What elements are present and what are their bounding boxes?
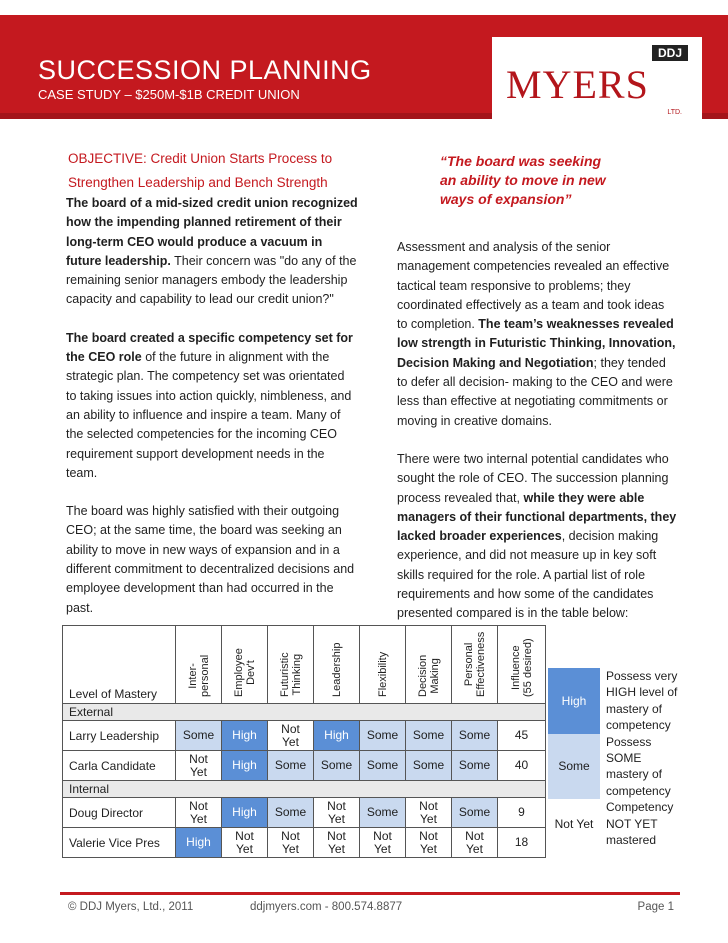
column-header-4	[314, 626, 360, 704]
table-body	[63, 704, 546, 858]
legend-description-line: competency	[606, 783, 671, 798]
legend-description	[600, 799, 688, 848]
legend-description-line: Possess SOME	[606, 734, 652, 766]
mastery-cell-line: Some	[412, 728, 445, 742]
mastery-cell	[360, 798, 406, 828]
mastery-cell-line: Not	[189, 798, 208, 813]
column-header-line-1: Employee	[232, 648, 245, 697]
mastery-cell-line: Some	[366, 758, 399, 772]
mastery-cell-line: Yet	[236, 841, 253, 856]
column-header-label	[417, 655, 441, 697]
mastery-cell-line: Not	[373, 828, 392, 843]
mastery-cell-line: Some	[366, 728, 399, 742]
column-header-line-1: Personal	[462, 642, 475, 687]
column-header-label	[187, 655, 211, 697]
mastery-cell	[268, 751, 314, 781]
mastery-cell	[406, 828, 452, 858]
right-p1-end: ; they tended to defer all decision- making to the CEO and were less than effective at negotiating commitments or moving in creative domains.	[397, 355, 673, 428]
mastery-cell-line: Not	[419, 828, 438, 843]
mastery-cell	[360, 721, 406, 751]
column-header-line-1: Decision	[416, 654, 429, 697]
left-paragraph-1	[66, 194, 358, 310]
mastery-cell-line: Yet	[420, 841, 437, 856]
legend-description-line: Competency	[606, 800, 674, 815]
right-p2-bold: while they were able managers of their functional departments, they lacked broader experiences	[397, 490, 677, 544]
logo-wordmark: MYERS	[506, 62, 649, 107]
mastery-cell	[406, 798, 452, 828]
table-header-row	[63, 626, 546, 704]
mastery-cell-line: Not	[327, 828, 346, 843]
mastery-cell-line: Yet	[328, 811, 345, 826]
legend-row	[548, 734, 688, 800]
legend-description-line: mastered	[606, 833, 657, 848]
mastery-cell	[222, 721, 268, 751]
mastery-cell-line: Some	[458, 805, 491, 819]
quote-line-2: an ability to move in new	[440, 172, 606, 188]
objective-line-1: OBJECTIVE: Credit Union Starts Process to	[68, 151, 333, 166]
legend-description-line: mastery of	[606, 701, 663, 716]
table-row	[63, 751, 546, 781]
mastery-cell-line: Not	[327, 798, 346, 813]
mastery-cell	[222, 828, 268, 858]
column-header-line-1: Futuristic	[278, 652, 291, 697]
level-of-mastery-header: Level of Mastery	[63, 626, 176, 704]
legend-row	[548, 668, 688, 734]
mastery-cell-line: Not	[465, 828, 484, 843]
mastery-cell-line: Some	[274, 758, 307, 772]
mastery-cell	[222, 751, 268, 781]
mastery-cell-line: High	[232, 758, 257, 772]
competency-table	[62, 625, 546, 858]
column-header-label	[510, 638, 534, 697]
legend-body	[548, 668, 688, 848]
mastery-cell	[406, 721, 452, 751]
legend-key: Not Yet	[548, 799, 600, 848]
left-p1-bold: The board of a mid-sized credit union recognized how the impending planned retirement of their long-term CEO would produce a vacuum in future leadership.	[66, 196, 358, 268]
column-header-line-2: Making	[428, 658, 441, 694]
mastery-cell	[360, 751, 406, 781]
mastery-cell	[406, 751, 452, 781]
column-header-3	[268, 626, 314, 704]
column-header-line-1: Flexibility	[376, 651, 389, 697]
column-header-line-2: personal	[198, 654, 211, 697]
page-header	[0, 0, 728, 128]
table-group-label: External	[63, 704, 546, 721]
candidate-name: Valerie Vice Pres	[63, 828, 176, 858]
influence-score: 40	[498, 751, 546, 781]
right-paragraph-1	[397, 238, 677, 431]
column-header-1	[176, 626, 222, 704]
mastery-cell-line: Some	[274, 805, 307, 819]
footer-copyright: © DDJ Myers, Ltd., 2011	[68, 901, 194, 913]
influence-score: 9	[498, 798, 546, 828]
page-footer	[60, 892, 680, 922]
right-p1-start: Assessment and analysis of the senior management competencies revealed an effective tactical team responsive to problems; they coordinated effectively as a team and took ideas to completion.	[397, 240, 670, 332]
legend-description-line: HIGH level of	[606, 685, 678, 700]
column-header-6	[406, 626, 452, 704]
legend-description-line: Possess very	[606, 669, 678, 683]
pull-quote	[440, 152, 640, 209]
mastery-cell-line: Some	[320, 758, 353, 772]
legend-key: High	[548, 668, 600, 734]
mastery-cell-line: Some	[366, 805, 399, 819]
column-header-line-2: Effectiveness	[474, 631, 487, 697]
candidate-name: Doug Director	[63, 798, 176, 828]
legend-description-line: mastery of	[606, 767, 663, 782]
title-banner	[0, 15, 728, 119]
column-header-label	[279, 652, 303, 697]
left-p2-rest: of the future in alignment with the strategic plan. The competency set was orientated to taking issues into action quickly, nimbleness, and an ability to influence and inspire a team. Many of the selected competencies for the incoming CEO requirement support development needs in the team.	[66, 350, 352, 480]
column-header-line-2: Dev't	[244, 660, 257, 685]
mastery-cell-line: Yet	[190, 811, 207, 826]
table-group-row	[63, 704, 546, 721]
mastery-cell-line: Yet	[466, 841, 483, 856]
mastery-cell-line: Not	[189, 751, 208, 766]
mastery-cell	[314, 828, 360, 858]
mastery-cell-line: Yet	[420, 811, 437, 826]
column-header-line-1: Inter-	[186, 663, 199, 689]
column-header-2	[222, 626, 268, 704]
table-group-label: Internal	[63, 781, 546, 798]
mastery-cell-line: Yet	[282, 841, 299, 856]
quote-line-1: “The board was seeking	[440, 153, 602, 169]
ddj-myers-logo	[492, 37, 702, 125]
column-header-label	[377, 652, 389, 697]
legend-description	[600, 734, 688, 800]
column-header-7	[452, 626, 498, 704]
footer-contact: ddjmyers.com - 800.574.8877	[250, 901, 403, 913]
logo-ltd: LTD.	[667, 109, 682, 116]
mastery-cell-line: Some	[182, 728, 215, 742]
mastery-cell-line: Some	[412, 758, 445, 772]
candidate-name: Larry Leadership	[63, 721, 176, 751]
mastery-cell	[268, 798, 314, 828]
page-subtitle: CASE STUDY – $250M-$1B CREDIT UNION	[38, 87, 300, 102]
left-p1-rest: Their concern was "do any of the remaining senior managers embody the leadership capacity and capability to lead our credit union?"	[66, 253, 357, 307]
mastery-cell	[314, 798, 360, 828]
mastery-cell	[314, 721, 360, 751]
left-column	[66, 194, 358, 637]
mastery-cell	[314, 751, 360, 781]
mastery-cell-line: Some	[458, 758, 491, 772]
mastery-cell	[452, 828, 498, 858]
left-paragraph-2	[66, 329, 358, 483]
mastery-cell	[176, 798, 222, 828]
objective-heading	[68, 147, 332, 195]
candidate-name: Carla Candidate	[63, 751, 176, 781]
influence-score: 45	[498, 721, 546, 751]
mastery-cell-line: Yet	[374, 841, 391, 856]
mastery-cell	[360, 828, 406, 858]
right-p1-bold: The team’s weaknesses revealed low strength in Futuristic Thinking, Innovation, Decision Making and Negotiation	[397, 317, 676, 370]
mastery-cell-line: Not	[419, 798, 438, 813]
mastery-cell	[176, 828, 222, 858]
mastery-cell	[222, 798, 268, 828]
mastery-cell-line: Not	[235, 828, 254, 843]
mastery-cell-line: High	[324, 728, 349, 742]
right-column	[397, 238, 677, 643]
mastery-cell-line: High	[232, 728, 257, 742]
column-header-8	[498, 626, 546, 704]
mastery-cell	[176, 721, 222, 751]
mastery-cell-line: Not	[281, 828, 300, 843]
legend-description-line: competency	[606, 718, 671, 733]
mastery-cell-line: Yet	[190, 764, 207, 779]
right-p2-end: , decision making experience, and did not measure up in key soft skills required for the role. A partial list of role requirements and how some of the candidates presented compared is in the table below:	[397, 529, 659, 621]
column-header-line-2: (55 desired)	[521, 638, 534, 697]
mastery-cell-line: Not	[281, 721, 300, 736]
legend-row	[548, 799, 688, 848]
mastery-cell-line: High	[186, 835, 211, 849]
mastery-cell	[176, 751, 222, 781]
legend-key: Some	[548, 734, 600, 800]
mastery-cell	[268, 721, 314, 751]
logo-ddj-tag: DDJ	[652, 45, 688, 61]
legend-description-line: NOT YET	[606, 816, 658, 831]
mastery-cell-line: Yet	[328, 841, 345, 856]
right-p2-start: There were two internal potential candidates who sought the role of CEO. The succession planning process revealed that,	[397, 451, 669, 505]
footer-page-number: Page 1	[637, 901, 674, 913]
left-paragraph-3: The board was highly satisfied with their outgoing CEO; at the same time, the board was seeking an ability to move in new ways of expansion and in a different commitment to decentralized decisions and employee development than had occurred in the past.	[66, 504, 355, 615]
page-title: SUCCESSION PLANNING	[38, 55, 372, 85]
column-header-label	[331, 643, 343, 697]
column-header-label	[233, 648, 257, 697]
mastery-cell	[452, 721, 498, 751]
column-header-label	[463, 632, 487, 697]
mastery-cell-line: High	[232, 805, 257, 819]
right-paragraph-2	[397, 450, 677, 624]
left-p2-bold: The board created a specific competency set for the CEO role	[66, 330, 353, 365]
objective-line-2: Strengthen Leadership and Bench Strength	[68, 175, 328, 190]
mastery-cell	[452, 751, 498, 781]
column-header-line-1: Influence	[509, 645, 522, 690]
table-row	[63, 721, 546, 751]
mastery-legend	[548, 668, 688, 848]
table-row	[63, 798, 546, 828]
table-group-row	[63, 781, 546, 798]
column-header-line-1: Leadership	[330, 642, 343, 697]
mastery-cell	[268, 828, 314, 858]
column-header-line-2: Thinking	[290, 653, 303, 696]
mastery-cell-line: Some	[458, 728, 491, 742]
quote-line-3: ways of expansion”	[440, 191, 572, 207]
mastery-cell	[452, 798, 498, 828]
mastery-cell-line: Yet	[282, 734, 299, 749]
column-header-5	[360, 626, 406, 704]
table-row	[63, 828, 546, 858]
influence-score: 18	[498, 828, 546, 858]
legend-description	[600, 668, 688, 734]
